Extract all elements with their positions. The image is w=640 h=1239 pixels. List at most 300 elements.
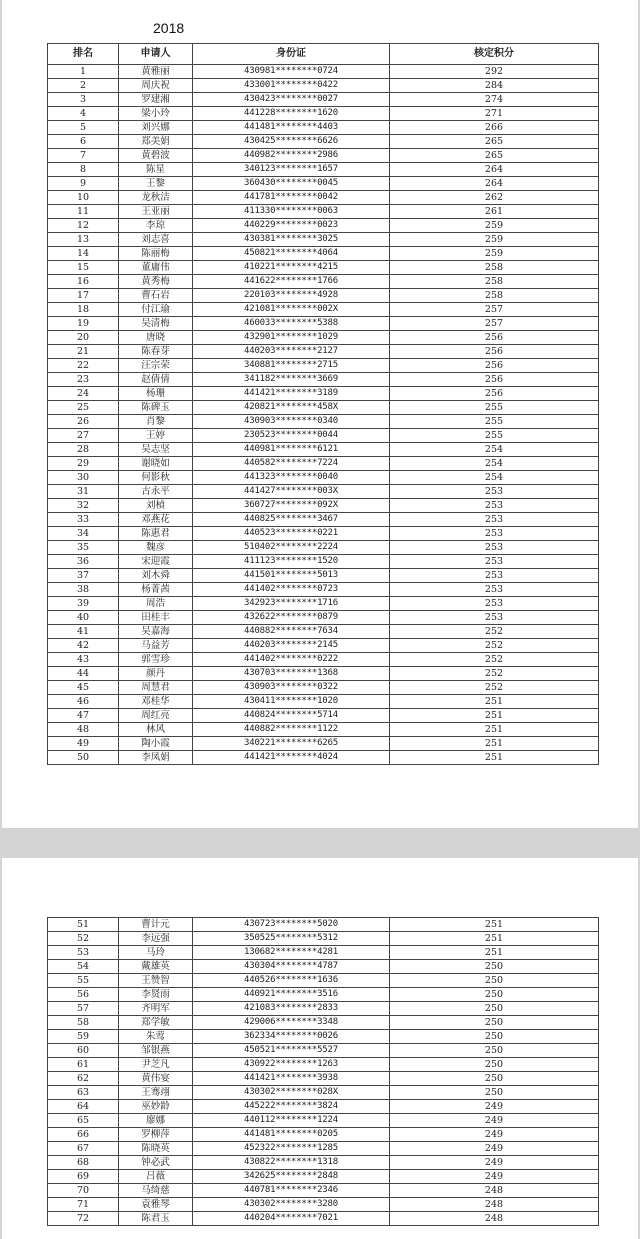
applicant-cell: 吴清梅 [119, 317, 193, 331]
id-number-cell: 452322********1285 [193, 1142, 390, 1156]
rank-cell: 41 [48, 625, 119, 639]
table-row [48, 65, 599, 79]
id-number-cell: 429006********3348 [193, 1016, 390, 1030]
applicant-cell: 袁雅琴 [119, 1198, 193, 1212]
applicant-cell: 刘兴娜 [119, 121, 193, 135]
rank-cell: 31 [48, 485, 119, 499]
rank-cell: 71 [48, 1198, 119, 1212]
rank-cell: 22 [48, 359, 119, 373]
applicant-cell: 周红亮 [119, 709, 193, 723]
id-number-cell: 445222********3824 [193, 1100, 390, 1114]
points-cell: 264 [390, 177, 599, 191]
id-number-cell: 360727********092X [193, 499, 390, 513]
points-cell: 249 [390, 1128, 599, 1142]
table-row [48, 1170, 599, 1184]
id-number-cell: 441421********3938 [193, 1072, 390, 1086]
points-cell: 292 [390, 65, 599, 79]
table-row [48, 988, 599, 1002]
rank-cell: 62 [48, 1072, 119, 1086]
applicant-cell: 黄雅丽 [119, 65, 193, 79]
table-row [48, 387, 599, 401]
id-number-cell: 340123********1657 [193, 163, 390, 177]
table-row [48, 960, 599, 974]
rank-cell: 49 [48, 737, 119, 751]
table-row [48, 443, 599, 457]
rank-cell: 69 [48, 1170, 119, 1184]
points-cell: 257 [390, 317, 599, 331]
applicant-cell: 李远强 [119, 932, 193, 946]
id-number-cell: 440825********3467 [193, 513, 390, 527]
applicant-cell: 马玲 [119, 946, 193, 960]
table-row [48, 135, 599, 149]
points-cell: 253 [390, 583, 599, 597]
points-cell: 255 [390, 415, 599, 429]
points-cell: 251 [390, 695, 599, 709]
id-number-cell: 360430********0045 [193, 177, 390, 191]
id-number-cell: 433001********0422 [193, 79, 390, 93]
id-number-cell: 421081********002X [193, 303, 390, 317]
applicant-cell: 周慧君 [119, 681, 193, 695]
points-cell: 259 [390, 233, 599, 247]
rank-cell: 7 [48, 149, 119, 163]
points-cell: 264 [390, 163, 599, 177]
table-row [48, 1002, 599, 1016]
applicant-cell: 李琼 [119, 219, 193, 233]
applicant-cell: 郑学敏 [119, 1016, 193, 1030]
rank-cell: 21 [48, 345, 119, 359]
id-number-cell: 441427********003X [193, 485, 390, 499]
applicant-cell: 王赞智 [119, 974, 193, 988]
table-row [48, 345, 599, 359]
applicant-cell: 梁小玲 [119, 107, 193, 121]
rank-cell: 56 [48, 988, 119, 1002]
rank-cell: 72 [48, 1212, 119, 1226]
applicant-cell: 马绮慈 [119, 1184, 193, 1198]
table-row [48, 1156, 599, 1170]
applicant-cell: 王骞翊 [119, 1086, 193, 1100]
table-row [48, 625, 599, 639]
points-cell: 250 [390, 960, 599, 974]
header-rank: 排名 [48, 44, 119, 65]
id-number-cell: 230523********0044 [193, 429, 390, 443]
points-cell: 284 [390, 79, 599, 93]
id-number-cell: 440824********5714 [193, 709, 390, 723]
applicant-cell: 马益芳 [119, 639, 193, 653]
rank-cell: 20 [48, 331, 119, 345]
rank-cell: 46 [48, 695, 119, 709]
table-row [48, 1072, 599, 1086]
rank-cell: 63 [48, 1086, 119, 1100]
points-cell: 257 [390, 303, 599, 317]
id-number-cell: 362334********0026 [193, 1030, 390, 1044]
rank-cell: 16 [48, 275, 119, 289]
applicant-cell: 陈君玉 [119, 1212, 193, 1226]
points-cell: 266 [390, 121, 599, 135]
points-cell: 256 [390, 331, 599, 345]
table-row [48, 233, 599, 247]
id-number-cell: 510402********2224 [193, 541, 390, 555]
rank-cell: 43 [48, 653, 119, 667]
id-number-cell: 440229********0023 [193, 219, 390, 233]
points-cell: 256 [390, 387, 599, 401]
id-number-cell: 441781********0042 [193, 191, 390, 205]
points-cell: 265 [390, 149, 599, 163]
rank-cell: 12 [48, 219, 119, 233]
table-row [48, 205, 599, 219]
table-row [48, 191, 599, 205]
table-row [48, 1058, 599, 1072]
table-row [48, 471, 599, 485]
ranking-table-continued [47, 917, 599, 1226]
applicant-cell: 杨菁茜 [119, 583, 193, 597]
table-row [48, 653, 599, 667]
rank-cell: 32 [48, 499, 119, 513]
table-row [48, 499, 599, 513]
table-row [48, 667, 599, 681]
header-approved-points: 核定积分 [390, 44, 599, 65]
applicant-cell: 戴雄英 [119, 960, 193, 974]
page-title: 2018 [153, 20, 185, 36]
applicant-cell: 陶小霞 [119, 737, 193, 751]
applicant-cell: 肖黎 [119, 415, 193, 429]
applicant-cell: 王婷 [119, 429, 193, 443]
points-cell: 258 [390, 289, 599, 303]
applicant-cell: 赵倩倩 [119, 373, 193, 387]
points-cell: 253 [390, 555, 599, 569]
points-cell: 248 [390, 1198, 599, 1212]
rank-cell: 4 [48, 107, 119, 121]
rank-cell: 29 [48, 457, 119, 471]
id-number-cell: 441402********0222 [193, 653, 390, 667]
id-number-cell: 430425********6626 [193, 135, 390, 149]
rank-cell: 5 [48, 121, 119, 135]
applicant-cell: 陈碑玉 [119, 401, 193, 415]
id-number-cell: 342625********2848 [193, 1170, 390, 1184]
points-cell: 250 [390, 988, 599, 1002]
id-number-cell: 130682********4281 [193, 946, 390, 960]
table-row [48, 359, 599, 373]
rank-cell: 50 [48, 751, 119, 765]
applicant-cell: 吴志坚 [119, 443, 193, 457]
rank-cell: 47 [48, 709, 119, 723]
points-cell: 251 [390, 918, 599, 932]
points-cell: 256 [390, 373, 599, 387]
id-number-cell: 341182********3669 [193, 373, 390, 387]
id-number-cell: 432622********0879 [193, 611, 390, 625]
table-row [48, 1212, 599, 1226]
rank-cell: 6 [48, 135, 119, 149]
table-row [48, 513, 599, 527]
applicant-cell: 邹银燕 [119, 1044, 193, 1058]
table-row [48, 1128, 599, 1142]
points-cell: 255 [390, 401, 599, 415]
applicant-cell: 汪宗荣 [119, 359, 193, 373]
applicant-cell: 钟必武 [119, 1156, 193, 1170]
applicant-cell: 林风 [119, 723, 193, 737]
applicant-cell: 邓燕花 [119, 513, 193, 527]
applicant-cell: 吕薇 [119, 1170, 193, 1184]
header-applicant: 申请人 [119, 44, 193, 65]
applicant-cell: 黄秀梅 [119, 275, 193, 289]
table-row [48, 485, 599, 499]
points-cell: 250 [390, 1016, 599, 1030]
applicant-cell: 刘木舜 [119, 569, 193, 583]
rank-cell: 65 [48, 1114, 119, 1128]
applicant-cell: 陈春芽 [119, 345, 193, 359]
rank-cell: 59 [48, 1030, 119, 1044]
rank-cell: 28 [48, 443, 119, 457]
applicant-cell: 吴嘉海 [119, 625, 193, 639]
table-row [48, 1184, 599, 1198]
id-number-cell: 441622********1766 [193, 275, 390, 289]
points-cell: 252 [390, 653, 599, 667]
rank-cell: 8 [48, 163, 119, 177]
table-row [48, 1030, 599, 1044]
applicant-cell: 陈晓英 [119, 1142, 193, 1156]
table-row [48, 163, 599, 177]
table-row [48, 597, 599, 611]
rank-cell: 70 [48, 1184, 119, 1198]
table-row [48, 373, 599, 387]
applicant-cell: 黄碧波 [119, 149, 193, 163]
id-number-cell: 441421********4024 [193, 751, 390, 765]
points-cell: 265 [390, 135, 599, 149]
rank-cell: 18 [48, 303, 119, 317]
points-cell: 253 [390, 527, 599, 541]
rank-cell: 55 [48, 974, 119, 988]
rank-cell: 13 [48, 233, 119, 247]
table-row [48, 709, 599, 723]
table-row [48, 275, 599, 289]
id-number-cell: 441421********3189 [193, 387, 390, 401]
table-row [48, 974, 599, 988]
points-cell: 251 [390, 709, 599, 723]
points-cell: 253 [390, 499, 599, 513]
applicant-cell: 曹石岩 [119, 289, 193, 303]
table-row [48, 639, 599, 653]
table-row [48, 555, 599, 569]
id-number-cell: 430703********1368 [193, 667, 390, 681]
applicant-cell: 尹芝凡 [119, 1058, 193, 1072]
rank-cell: 44 [48, 667, 119, 681]
rank-cell: 57 [48, 1002, 119, 1016]
id-number-cell: 441228********1620 [193, 107, 390, 121]
applicant-cell: 郑美娟 [119, 135, 193, 149]
rank-cell: 24 [48, 387, 119, 401]
rank-cell: 38 [48, 583, 119, 597]
table-row [48, 1100, 599, 1114]
applicant-cell: 周庆祝 [119, 79, 193, 93]
rank-cell: 17 [48, 289, 119, 303]
rank-cell: 23 [48, 373, 119, 387]
id-number-cell: 450521********5527 [193, 1044, 390, 1058]
applicant-cell: 杨珊 [119, 387, 193, 401]
id-number-cell: 430411********1020 [193, 695, 390, 709]
id-number-cell: 440781********2346 [193, 1184, 390, 1198]
points-cell: 249 [390, 1156, 599, 1170]
points-cell: 250 [390, 1058, 599, 1072]
table-row [48, 1114, 599, 1128]
rank-cell: 27 [48, 429, 119, 443]
header-id-number: 身份证 [193, 44, 390, 65]
points-cell: 252 [390, 681, 599, 695]
rank-cell: 15 [48, 261, 119, 275]
points-cell: 259 [390, 219, 599, 233]
points-cell: 253 [390, 569, 599, 583]
points-cell: 251 [390, 723, 599, 737]
points-cell: 253 [390, 597, 599, 611]
id-number-cell: 411123********1520 [193, 555, 390, 569]
rank-cell: 2 [48, 79, 119, 93]
points-cell: 258 [390, 261, 599, 275]
points-cell: 253 [390, 513, 599, 527]
table-row [48, 569, 599, 583]
points-cell: 256 [390, 359, 599, 373]
table-row [48, 1086, 599, 1100]
rank-cell: 3 [48, 93, 119, 107]
rank-cell: 26 [48, 415, 119, 429]
applicant-cell: 罗柳萍 [119, 1128, 193, 1142]
points-cell: 250 [390, 1072, 599, 1086]
id-number-cell: 441501********5013 [193, 569, 390, 583]
id-number-cell: 441481********0205 [193, 1128, 390, 1142]
id-number-cell: 430981********0724 [193, 65, 390, 79]
id-number-cell: 340221********6265 [193, 737, 390, 751]
points-cell: 254 [390, 471, 599, 485]
applicant-cell: 魏彦 [119, 541, 193, 555]
applicant-cell: 田桂丰 [119, 611, 193, 625]
id-number-cell: 430423********0027 [193, 93, 390, 107]
id-number-cell: 460033********5388 [193, 317, 390, 331]
id-number-cell: 440882********1122 [193, 723, 390, 737]
rank-cell: 19 [48, 317, 119, 331]
applicant-cell: 宋迎霞 [119, 555, 193, 569]
id-number-cell: 340881********2715 [193, 359, 390, 373]
applicant-cell: 罗建湘 [119, 93, 193, 107]
id-number-cell: 430304********4787 [193, 960, 390, 974]
id-number-cell: 430822********1318 [193, 1156, 390, 1170]
applicant-cell: 齐明军 [119, 1002, 193, 1016]
points-cell: 249 [390, 1170, 599, 1184]
table-row [48, 695, 599, 709]
id-number-cell: 440112********1224 [193, 1114, 390, 1128]
ranking-table [47, 43, 599, 765]
applicant-cell: 王亚丽 [119, 205, 193, 219]
table-row [48, 177, 599, 191]
points-cell: 251 [390, 737, 599, 751]
points-cell: 262 [390, 191, 599, 205]
table-row [48, 107, 599, 121]
points-cell: 253 [390, 485, 599, 499]
table-row [48, 932, 599, 946]
rank-cell: 11 [48, 205, 119, 219]
points-cell: 252 [390, 667, 599, 681]
rank-cell: 33 [48, 513, 119, 527]
id-number-cell: 430381********3025 [193, 233, 390, 247]
rank-cell: 14 [48, 247, 119, 261]
table-row [48, 583, 599, 597]
rank-cell: 34 [48, 527, 119, 541]
rank-cell: 54 [48, 960, 119, 974]
table-row [48, 737, 599, 751]
table-row [48, 261, 599, 275]
id-number-cell: 440582********7224 [193, 457, 390, 471]
rank-cell: 40 [48, 611, 119, 625]
id-number-cell: 421083********2833 [193, 1002, 390, 1016]
rank-cell: 35 [48, 541, 119, 555]
points-cell: 250 [390, 1002, 599, 1016]
applicant-cell: 曹计元 [119, 918, 193, 932]
table-row [48, 1016, 599, 1030]
table-row [48, 401, 599, 415]
table-row [48, 121, 599, 135]
applicant-cell: 李贤雨 [119, 988, 193, 1002]
id-number-cell: 430302********028X [193, 1086, 390, 1100]
id-number-cell: 440203********2145 [193, 639, 390, 653]
rank-cell: 42 [48, 639, 119, 653]
rank-cell: 68 [48, 1156, 119, 1170]
applicant-cell: 唐晓 [119, 331, 193, 345]
id-number-cell: 440882********7634 [193, 625, 390, 639]
applicant-cell: 颜丹 [119, 667, 193, 681]
rank-cell: 66 [48, 1128, 119, 1142]
document-page-1 [2, 0, 638, 828]
id-number-cell: 440523********0221 [193, 527, 390, 541]
rank-cell: 30 [48, 471, 119, 485]
points-cell: 253 [390, 541, 599, 555]
table-row [48, 723, 599, 737]
table-row [48, 247, 599, 261]
rank-cell: 48 [48, 723, 119, 737]
id-number-cell: 432901********1029 [193, 331, 390, 345]
applicant-cell: 古永平 [119, 485, 193, 499]
table-row [48, 946, 599, 960]
points-cell: 251 [390, 932, 599, 946]
rank-cell: 25 [48, 401, 119, 415]
rank-cell: 45 [48, 681, 119, 695]
points-cell: 271 [390, 107, 599, 121]
table-row [48, 149, 599, 163]
rank-cell: 1 [48, 65, 119, 79]
id-number-cell: 440203********2127 [193, 345, 390, 359]
points-cell: 259 [390, 247, 599, 261]
id-number-cell: 430922********1263 [193, 1058, 390, 1072]
points-cell: 258 [390, 275, 599, 289]
applicant-cell: 陈惠君 [119, 527, 193, 541]
id-number-cell: 342923********1716 [193, 597, 390, 611]
id-number-cell: 430903********0322 [193, 681, 390, 695]
document-page-2 [2, 858, 638, 1239]
rank-cell: 10 [48, 191, 119, 205]
id-number-cell: 430302********3280 [193, 1198, 390, 1212]
applicant-cell: 陈丽梅 [119, 247, 193, 261]
table-row [48, 1044, 599, 1058]
points-cell: 251 [390, 751, 599, 765]
table-row [48, 303, 599, 317]
points-cell: 250 [390, 1030, 599, 1044]
id-number-cell: 430723********5020 [193, 918, 390, 932]
points-cell: 274 [390, 93, 599, 107]
applicant-cell: 周浩 [119, 597, 193, 611]
points-cell: 249 [390, 1114, 599, 1128]
points-cell: 254 [390, 457, 599, 471]
table-row [48, 751, 599, 765]
table-row [48, 1142, 599, 1156]
table-row [48, 681, 599, 695]
rank-cell: 36 [48, 555, 119, 569]
rank-cell: 37 [48, 569, 119, 583]
id-number-cell: 441402********0723 [193, 583, 390, 597]
